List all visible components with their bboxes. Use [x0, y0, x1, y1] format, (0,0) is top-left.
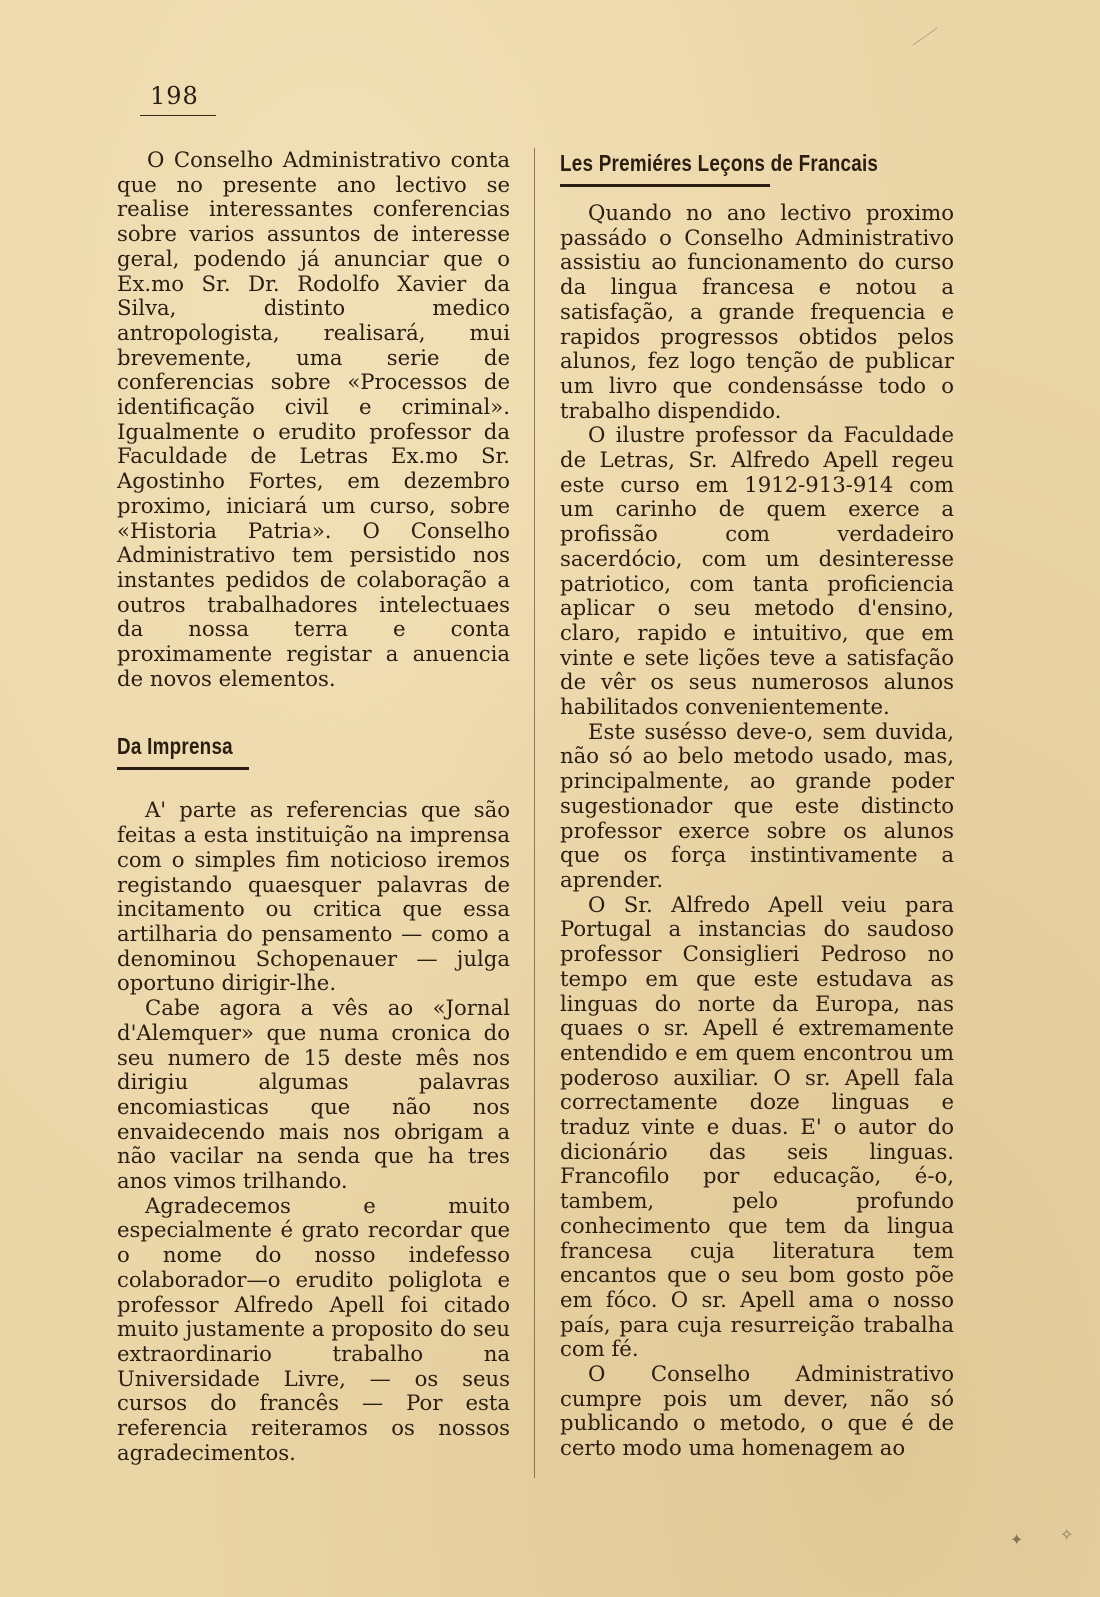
- column-divider: [534, 148, 535, 1478]
- conselho-paragraph: O Conselho Administrativo conta que no presente ano lectivo se realise interessantes conferencias sobre varios assuntos de interesse geral, podendo já anunciar que o Ex.mo Sr. Dr. Rodolfo Xavier da Silva, distinto medico antropologista, realisará, mui brevemente, uma serie de conferencias sobre «Processos de identificação civil e criminal». Igualmente o erudito professor da Faculdade de Letras Ex.mo Sr. Agostinho Fortes, em dezembro proximo, iniciará um curso, sobre «Historia Patria». O Conselho Administrativo tem persistido nos instantes pedidos de colaboração a outros trabalhadores intelectuaes da nossa terra e conta proximamente registar a anuencia de novos elementos.: [117, 147, 510, 691]
- lecons-paragraph: O ilustre professor da Faculdade de Letras, Sr. Alfredo Apell regeu este curso em 1912-913-914 com um carinho de quem exerce a profissão com verdadeiro sacerdócio, com um desinteresse patriotico, com tanta proficiencia aplicar o seu metodo d'ensino, claro, rapido e intuitivo, que em vinte e sete lições teve a satisfação de vêr os seus numerosos alunos habilitados convenientemente.: [560, 422, 954, 720]
- lecons-heading-rule: [560, 184, 770, 187]
- imprensa-section: [117, 731, 510, 1465]
- paper-speck: ✧: [1060, 1525, 1074, 1544]
- lecons-paragraph: O Sr. Alfredo Apell veiu para Portugal a instancias do saudoso professor Consiglieri Pedroso no tempo em que este estudava as linguas do norte da Europa, nas quaes o sr. Apell é extremamente entendido e em quem encontrou um poderoso auxiliar. O sr. Apell fala correctamente doze linguas e traduz vinte e duas. E' o autor do dicionário das seis linguas. Francofilo por educação, é-o, tambem, pelo profundo conhecimento que tem da lingua francesa cuja literatura tem encantos que o seu bom gosto põe em fóco. O sr. Apell ama o nosso país, para cuja resurreição trabalha com fé.: [560, 891, 954, 1362]
- page-number-rule: [140, 115, 216, 116]
- lecons-paragraph: O Conselho Administrativo cumpre pois um dever, não só publicando o metodo, o que é de certo modo uma homenagem ao: [560, 1361, 954, 1461]
- right-column: [560, 148, 954, 1461]
- paper-mark: [912, 27, 937, 45]
- imprensa-heading: Da Imprensa: [117, 733, 233, 760]
- lecons-paragraph: Este susésso deve-o, sem duvida, não só ao belo metodo usado, mas, principalmente, ao grande poder sugestionador que este distincto professor exerce sobre os alunos que os força instintivamente a aprender.: [560, 718, 954, 892]
- page-number: 198: [150, 82, 199, 110]
- left-column: [117, 148, 510, 1465]
- imprensa-heading-rule: [117, 767, 249, 770]
- lecons-heading: Les Premiéres Leçons de Francais: [560, 150, 879, 176]
- imprensa-paragraph: A' parte as referencias que são feitas a esta instituição na imprensa com o simples fim noticioso iremos registando quaesquer palavras de incitamento ou critica que essa artilharia do pensamento — como a denominou Schopenauer — julga oportuno dirigir-lhe.: [117, 797, 510, 996]
- lecons-paragraph: Quando no ano lectivo proximo passádo o Conselho Administrativo assistiu ao funcionamento do curso da lingua francesa e notou a satisfação, a grande frequencia e rapidos progressos obtidos pelos alunos, fez logo tenção de publicar um livro que condensásse todo o trabalho dispendido.: [560, 200, 954, 423]
- imprensa-paragraph: Agradecemos e muito especialmente é grato recordar que o nome do nosso indefesso colaborador—o erudito poliglota e professor Alfredo Apell foi citado muito justamente a proposito do seu extraordinario trabalho na Universidade Livre, — os seus cursos do francês — Por esta referencia reiteramos os nossos agradecimentos.: [117, 1192, 510, 1465]
- imprensa-paragraph: Cabe agora a vês ao «Jornal d'Alemquer» que numa cronica do seu numero de 15 deste mês nos dirigiu algumas palavras encomiasticas que não nos envaidecendo mais nos obrigam a não vacilar na senda que ha tres anos vimos trilhando.: [117, 995, 510, 1194]
- paper-speck: ✦: [1010, 1530, 1024, 1549]
